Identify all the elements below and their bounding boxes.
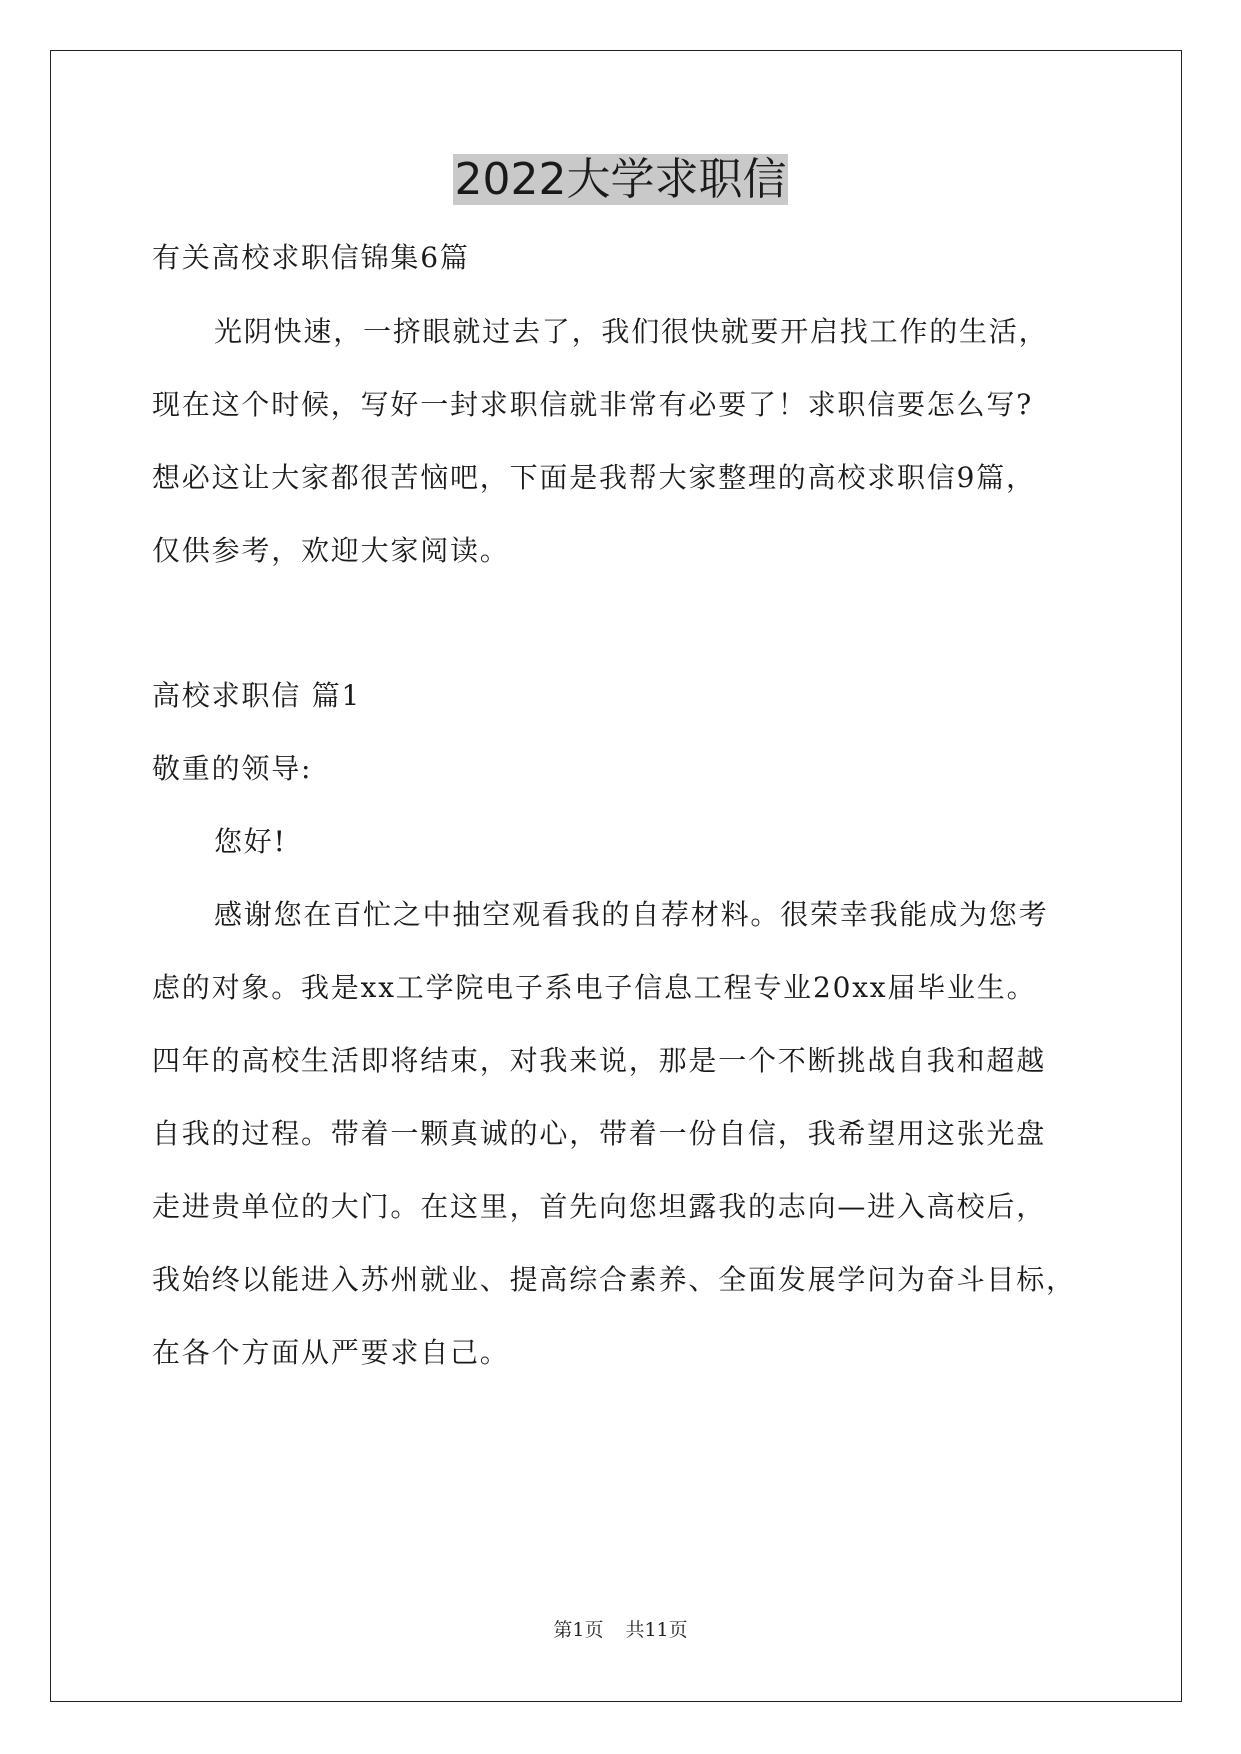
section-heading: 高校求职信 篇1 [152, 679, 362, 712]
body-line: 在各个方面从严要求自己。 [152, 1336, 510, 1369]
salutation: 敬重的领导: [152, 752, 313, 785]
body-line: 走进贵单位的大门。在这里，首先向您坦露我的志向—进入高校后， [152, 1190, 1047, 1223]
document-subtitle: 有关高校求职信锦集6篇 [152, 241, 470, 274]
document-title-text: 2022大学求职信 [454, 154, 787, 205]
intro-line: 现在这个时候，写好一封求职信就非常有必要了！求职信要怎么写? [152, 388, 1034, 421]
intro-line: 光阴快速，一挤眼就过去了，我们很快就要开启找工作的生活， [214, 315, 1049, 348]
body-line: 感谢您在百忙之中抽空观看我的自荐材料。很荣幸我能成为您考 [214, 898, 1049, 931]
page-total: 共11页 [625, 1619, 688, 1641]
page-footer [0, 1618, 1241, 1642]
page-number: 第1页 [553, 1619, 604, 1641]
intro-line: 想必这让大家都很苦恼吧，下面是我帮大家整理的高校求职信9篇， [152, 461, 1036, 494]
greeting: 您好! [214, 825, 287, 858]
body-line: 四年的高校生活即将结束，对我来说，那是一个不断挑战自我和超越 [152, 1044, 1047, 1077]
page-border [50, 50, 1182, 1702]
intro-line: 仅供参考，欢迎大家阅读。 [152, 534, 510, 567]
body-line: 虑的对象。我是xx工学院电子系电子信息工程专业20xx届毕业生。 [152, 971, 1037, 1004]
document-title [0, 150, 1241, 210]
body-line: 自我的过程。带着一颗真诚的心，带着一份自信，我希望用这张光盘 [152, 1117, 1047, 1150]
body-line: 我始终以能进入苏州就业、提高综合素养、全面发展学问为奋斗目标， [152, 1263, 1076, 1296]
